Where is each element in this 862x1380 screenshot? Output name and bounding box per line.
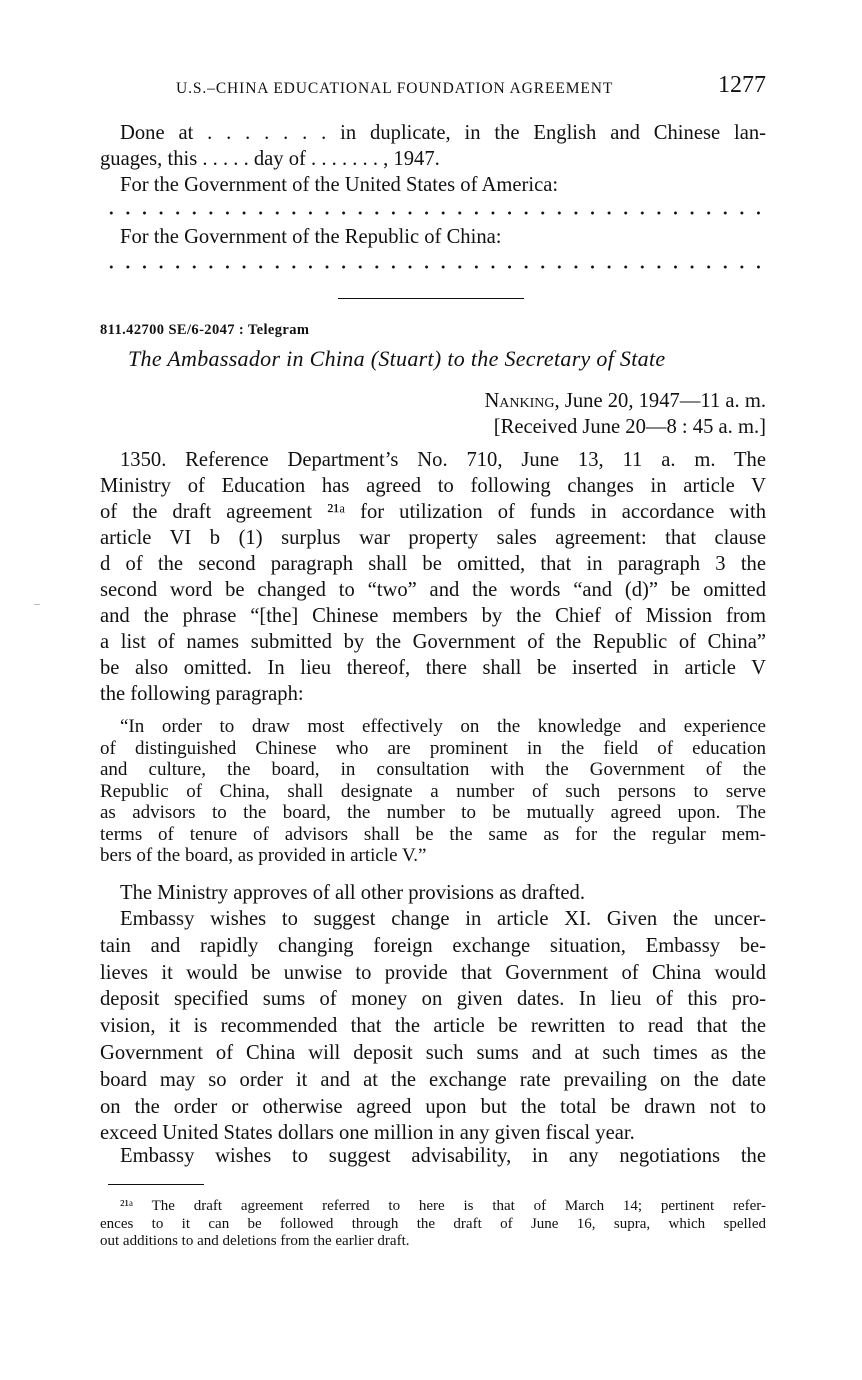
footnote-line: ²¹ᵃ The draft agreement referred to here is that of March 14; pertinent refer- bbox=[120, 1198, 766, 1214]
para1-line: 1350. Reference Department’s No. 710, June 13, 11 a. m. The bbox=[120, 449, 766, 471]
section-divider bbox=[338, 298, 524, 299]
done-block bbox=[100, 120, 766, 198]
header-title: U.S.–CHINA EDUCATIONAL FOUNDATION AGREEMENT bbox=[176, 80, 614, 97]
quote-line: and culture, the board, in consultation with the Government of the bbox=[100, 759, 766, 780]
document-heading: The Ambassador in China (Stuart) to the Secretary of State bbox=[128, 346, 666, 371]
para3-line: board may so order it and at the exchange rate prevailing on the date bbox=[100, 1068, 766, 1091]
para3-line: on the order or otherwise agreed upon but the total be drawn not to bbox=[100, 1095, 766, 1118]
footnote-line: out additions to and deletions from the earlier draft. bbox=[100, 1233, 410, 1249]
signature-line-china bbox=[100, 264, 766, 270]
footnote-rule bbox=[108, 1184, 204, 1185]
paragraph-3 bbox=[100, 906, 766, 1147]
quote-line: bers of the board, as provided in article V.” bbox=[100, 845, 427, 866]
para1-line: article VI b (1) surplus war property sales agreement: that clause bbox=[100, 527, 766, 549]
dateline-date: June 20, 1947—11 a. m. bbox=[564, 390, 766, 412]
file-number: 811.42700 SE/6-2047 : Telegram bbox=[100, 322, 310, 338]
para3-line: exceed United States dollars one million in any given fiscal year. bbox=[100, 1122, 635, 1145]
para4-line: Embassy wishes to suggest advisability, in any negotiations the bbox=[120, 1145, 766, 1167]
margin-mark bbox=[34, 604, 40, 605]
quote-line: “In order to draw most effectively on the knowledge and experience bbox=[120, 716, 766, 737]
done-line-2: guages, this . . . . . day of . . . . . . . , 1947. bbox=[100, 148, 440, 170]
para1-line: a list of names submitted by the Government of the Republic of China” bbox=[100, 631, 766, 653]
para3-line: vision, it is recommended that the article be rewritten to read that the bbox=[100, 1015, 766, 1038]
page-number: 1277 bbox=[718, 72, 766, 98]
para1-line: of the draft agreement ²¹ᵃ for utilization of funds in accordance with bbox=[100, 501, 766, 523]
dateline-place: Nanking, bbox=[484, 390, 560, 412]
quote-line: as advisors to the board, the number to be mutually agreed upon. The bbox=[100, 802, 766, 823]
quoted-paragraph bbox=[100, 716, 766, 867]
paragraph-4 bbox=[100, 1143, 766, 1169]
quote-line: of distinguished Chinese who are prominent in the field of education bbox=[100, 737, 766, 759]
running-header bbox=[100, 72, 766, 106]
footnote-line: ences to it can be followed through the draft of June 16, supra, which spelled bbox=[100, 1215, 766, 1232]
signature-us: For the Government of the United States of America: bbox=[120, 174, 559, 196]
para2-line: The Ministry approves of all other provisions as drafted. bbox=[120, 882, 585, 904]
done-line-1: Done at . . . . . . . in duplicate, in the English and Chinese lan- bbox=[120, 122, 766, 144]
quote-line: Republic of China, shall designate a number of such persons to serve bbox=[100, 780, 766, 802]
paragraph-2 bbox=[100, 880, 766, 906]
para1-line: d of the second paragraph shall be omitted, that in paragraph 3 the bbox=[100, 553, 766, 575]
para1-line: and the phrase “[the] Chinese members by the Chief of Mission from bbox=[100, 605, 766, 627]
para1-line: second word be changed to “two” and the words “and (d)” be omitted bbox=[100, 579, 766, 601]
paragraph-1 bbox=[100, 447, 766, 707]
signature-china: For the Government of the Republic of China: bbox=[120, 226, 502, 248]
para3-line: tain and rapidly changing foreign exchange situation, Embassy be- bbox=[100, 934, 766, 957]
signature-line-us bbox=[100, 210, 766, 216]
para3-line: lieves it would be unwise to provide that Government of China would bbox=[100, 961, 766, 984]
quote-line: terms of tenure of advisors shall be the same as for the regular mem- bbox=[100, 823, 766, 845]
para3-line: deposit specified sums of money on given dates. In lieu of this pro- bbox=[100, 988, 766, 1011]
para1-line: be also omitted. In lieu thereof, there shall be inserted in article V bbox=[100, 657, 766, 679]
received-line: [Received June 20—8 : 45 a. m.] bbox=[493, 416, 766, 438]
para3-line: Embassy wishes to suggest change in article XI. Given the uncer- bbox=[120, 908, 766, 930]
dateline bbox=[484, 390, 766, 413]
para1-line: Ministry of Education has agreed to following changes in article V bbox=[100, 475, 766, 497]
para3-line: Government of China will deposit such sums and at such times as the bbox=[100, 1041, 766, 1064]
footnote-21a bbox=[100, 1198, 766, 1251]
signature-china-block bbox=[100, 224, 766, 250]
para1-line: the following paragraph: bbox=[100, 683, 304, 705]
